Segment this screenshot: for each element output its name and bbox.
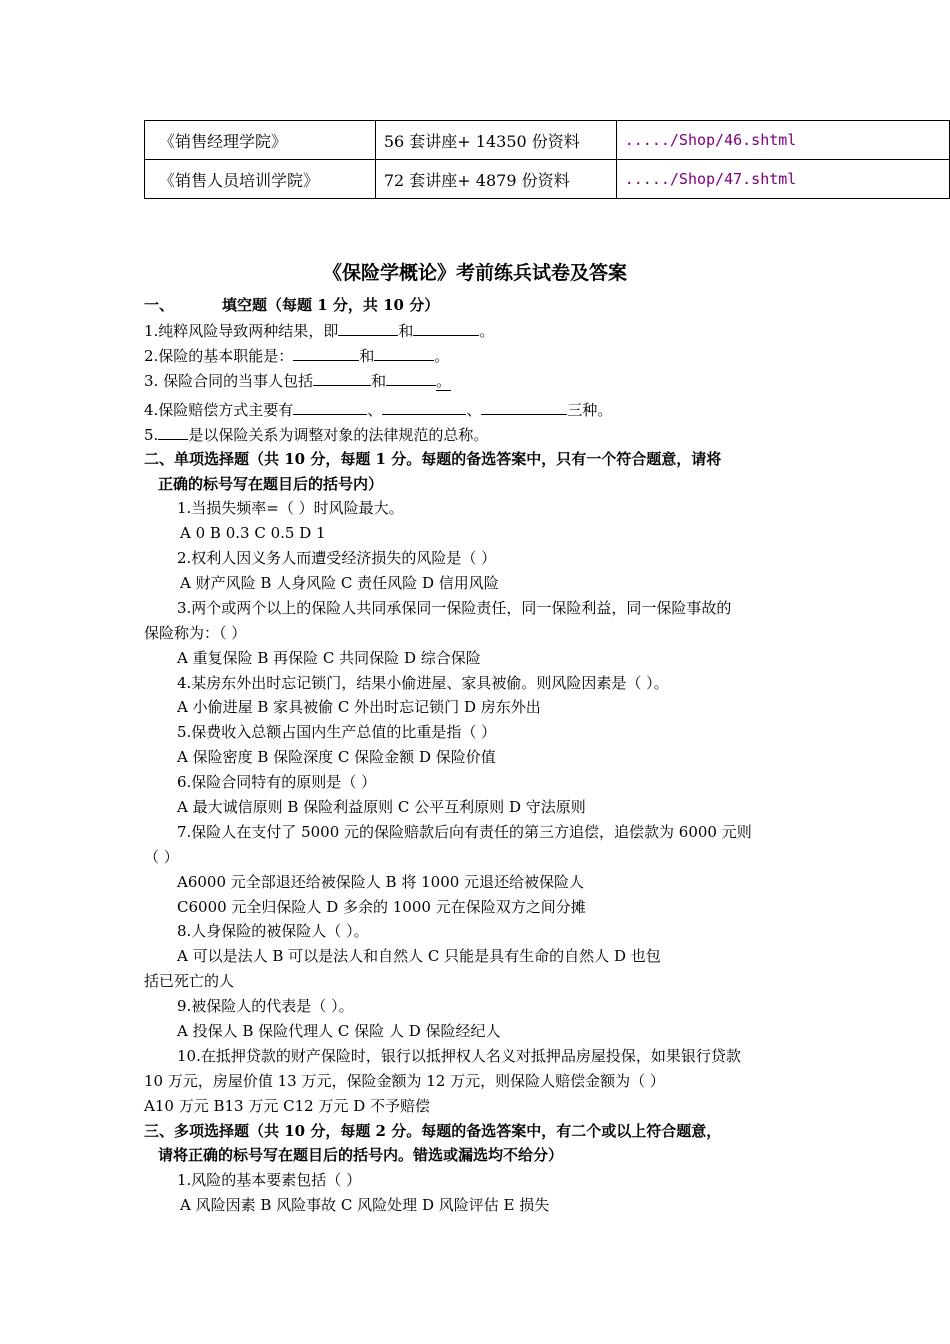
question-text: 是以保险关系为调整对象的法律规范的总称。 xyxy=(188,426,489,444)
blank-line xyxy=(293,344,359,361)
option-line: A 0 B 0.3 C 0.5 D 1 xyxy=(180,524,326,542)
question-text: 和 xyxy=(371,372,387,390)
question-text: 1.纯粹风险导致两种结果，即 xyxy=(144,322,339,340)
fill-question-4 xyxy=(144,398,612,421)
option-line: A 小偷进屋 B 家具被偷 C 外出时忘记锁门 D 房东外出 xyxy=(177,698,541,716)
section1-heading xyxy=(144,294,439,316)
blank-line xyxy=(481,398,567,415)
blank-line xyxy=(382,398,466,415)
question-line: 4.某房东外出时忘记锁门，结果小偷进屋、家具被偷。则风险因素是（ ）。 xyxy=(177,674,669,692)
option-line: A10 万元 B13 万元 C12 万元 D 不予赔偿 xyxy=(144,1097,430,1115)
option-line: A 风险因素 B 风险事故 C 风险处理 D 风险评估 E 损失 xyxy=(180,1196,550,1214)
option-line: 括已死亡的人 xyxy=(144,972,235,990)
blank-line xyxy=(293,398,367,415)
option-line: A6000 元全部退还给被保险人 B 将 1000 元退还给被保险人 xyxy=(177,873,585,891)
blank-line xyxy=(338,319,398,336)
blank-line xyxy=(386,369,436,386)
question-text: 。 xyxy=(479,322,495,340)
blank-line xyxy=(374,344,434,361)
option-line: A 投保人 B 保险代理人 C 保险 人 D 保险经纪人 xyxy=(177,1022,501,1040)
question-text: 。 xyxy=(434,347,450,365)
section3-heading-line1: 三、多项选择题（共 10 分，每题 2 分。每题的备选答案中，有二个或以上符合题意， xyxy=(144,1122,722,1140)
question-text: 3. 保险合同的当事人包括 xyxy=(144,372,314,390)
question-line: （ ） xyxy=(144,848,179,866)
option-line: A 最大诚信原则 B 保险利益原则 C 公平互利原则 D 守法原则 xyxy=(177,798,586,816)
option-line: A 保险密度 B 保险深度 C 保险金额 D 保险价值 xyxy=(177,748,496,766)
section3-heading-line2: 请将正确的标号写在题目后的括号内。错选或漏选均不给分） xyxy=(158,1146,564,1164)
resource-table xyxy=(144,120,950,199)
option-line: A 财产风险 B 人身风险 C 责任风险 D 信用风险 xyxy=(180,574,499,592)
question-line: 6.保险合同特有的原则是（ ） xyxy=(177,773,377,791)
table-cell-desc: 56 套讲座+ 14350 份资料 xyxy=(375,121,616,160)
fill-question-3 xyxy=(144,369,451,392)
question-text: 5. xyxy=(144,426,159,444)
question-line: 5.保费收入总额占国内生产总值的比重是指（ ） xyxy=(177,723,497,741)
option-line: A 可以是法人 B 可以是法人和自然人 C 只能是具有生命的自然人 D 也包 xyxy=(177,947,661,965)
question-text: 2.保险的基本职能是： xyxy=(144,347,294,365)
question-line: 7.保险人在支付了 5000 元的保险赔款后向有责任的第三方追偿，追偿款为 6000 元则 xyxy=(177,823,752,841)
question-text: 、 xyxy=(466,401,482,419)
table-row xyxy=(145,121,950,160)
question-text: 。 xyxy=(436,372,452,390)
section2-heading-line2: 正确的标号写在题目后的括号内） xyxy=(158,475,384,493)
question-line: 2.权利人因义务人而遭受经济损失的风险是（ ） xyxy=(177,549,497,567)
blank-line xyxy=(158,423,188,440)
fill-question-2 xyxy=(144,344,449,367)
table-row xyxy=(145,160,950,199)
table-cell-name: 《销售人员培训学院》 xyxy=(145,160,376,199)
question-line: 9.被保险人的代表是（ ）。 xyxy=(177,997,354,1015)
question-line: 10 万元，房屋价值 13 万元，保险金额为 12 万元，则保险人赔偿金额为（ ） xyxy=(144,1072,665,1090)
page-title: 《保险学概论》考前练兵试卷及答案 xyxy=(322,262,627,284)
table-cell-desc: 72 套讲座+ 4879 份资料 xyxy=(375,160,616,199)
question-text: 和 xyxy=(359,347,375,365)
question-line: 1.当损失频率=（ ）时风险最大。 xyxy=(177,499,404,517)
question-line: 10.在抵押贷款的财产保险时，银行以抵押权人名义对抵押品房屋投保，如果银行贷款 xyxy=(177,1047,741,1065)
section2-heading-line1: 二、单项选择题（共 10 分，每题 1 分。每题的备选答案中，只有一个符合题意，请将 xyxy=(144,450,722,468)
question-line: 保险称为：（ ） xyxy=(144,624,247,642)
table-cell-link[interactable]: ...../Shop/47.shtml xyxy=(616,160,949,199)
question-line: 1.风险的基本要素包括（ ） xyxy=(177,1171,362,1189)
table-cell-name: 《销售经理学院》 xyxy=(145,121,376,160)
question-text: 三种。 xyxy=(567,401,613,419)
blank-line xyxy=(413,319,479,336)
fill-question-5 xyxy=(144,423,488,446)
option-line: C6000 元全归保险人 D 多余的 1000 元在保险双方之间分摊 xyxy=(177,898,586,916)
section1-number: 一、 xyxy=(144,296,175,314)
question-text: 、 xyxy=(367,401,383,419)
option-line: A 重复保险 B 再保险 C 共同保险 D 综合保险 xyxy=(177,649,481,667)
question-text: 4.保险赔偿方式主要有 xyxy=(144,401,294,419)
question-line: 8.人身保险的被保险人（ ）。 xyxy=(177,922,369,940)
section1-title: 填空题（每题 1 分，共 10 分） xyxy=(222,296,440,314)
question-text: 和 xyxy=(398,322,414,340)
blank-line xyxy=(313,369,371,386)
fill-question-1 xyxy=(144,319,494,342)
question-line: 3.两个或两个以上的保险人共同承保同一保险责任，同一保险利益，同一保险事故的 xyxy=(177,599,732,617)
table-cell-link[interactable]: ...../Shop/46.shtml xyxy=(616,121,949,160)
